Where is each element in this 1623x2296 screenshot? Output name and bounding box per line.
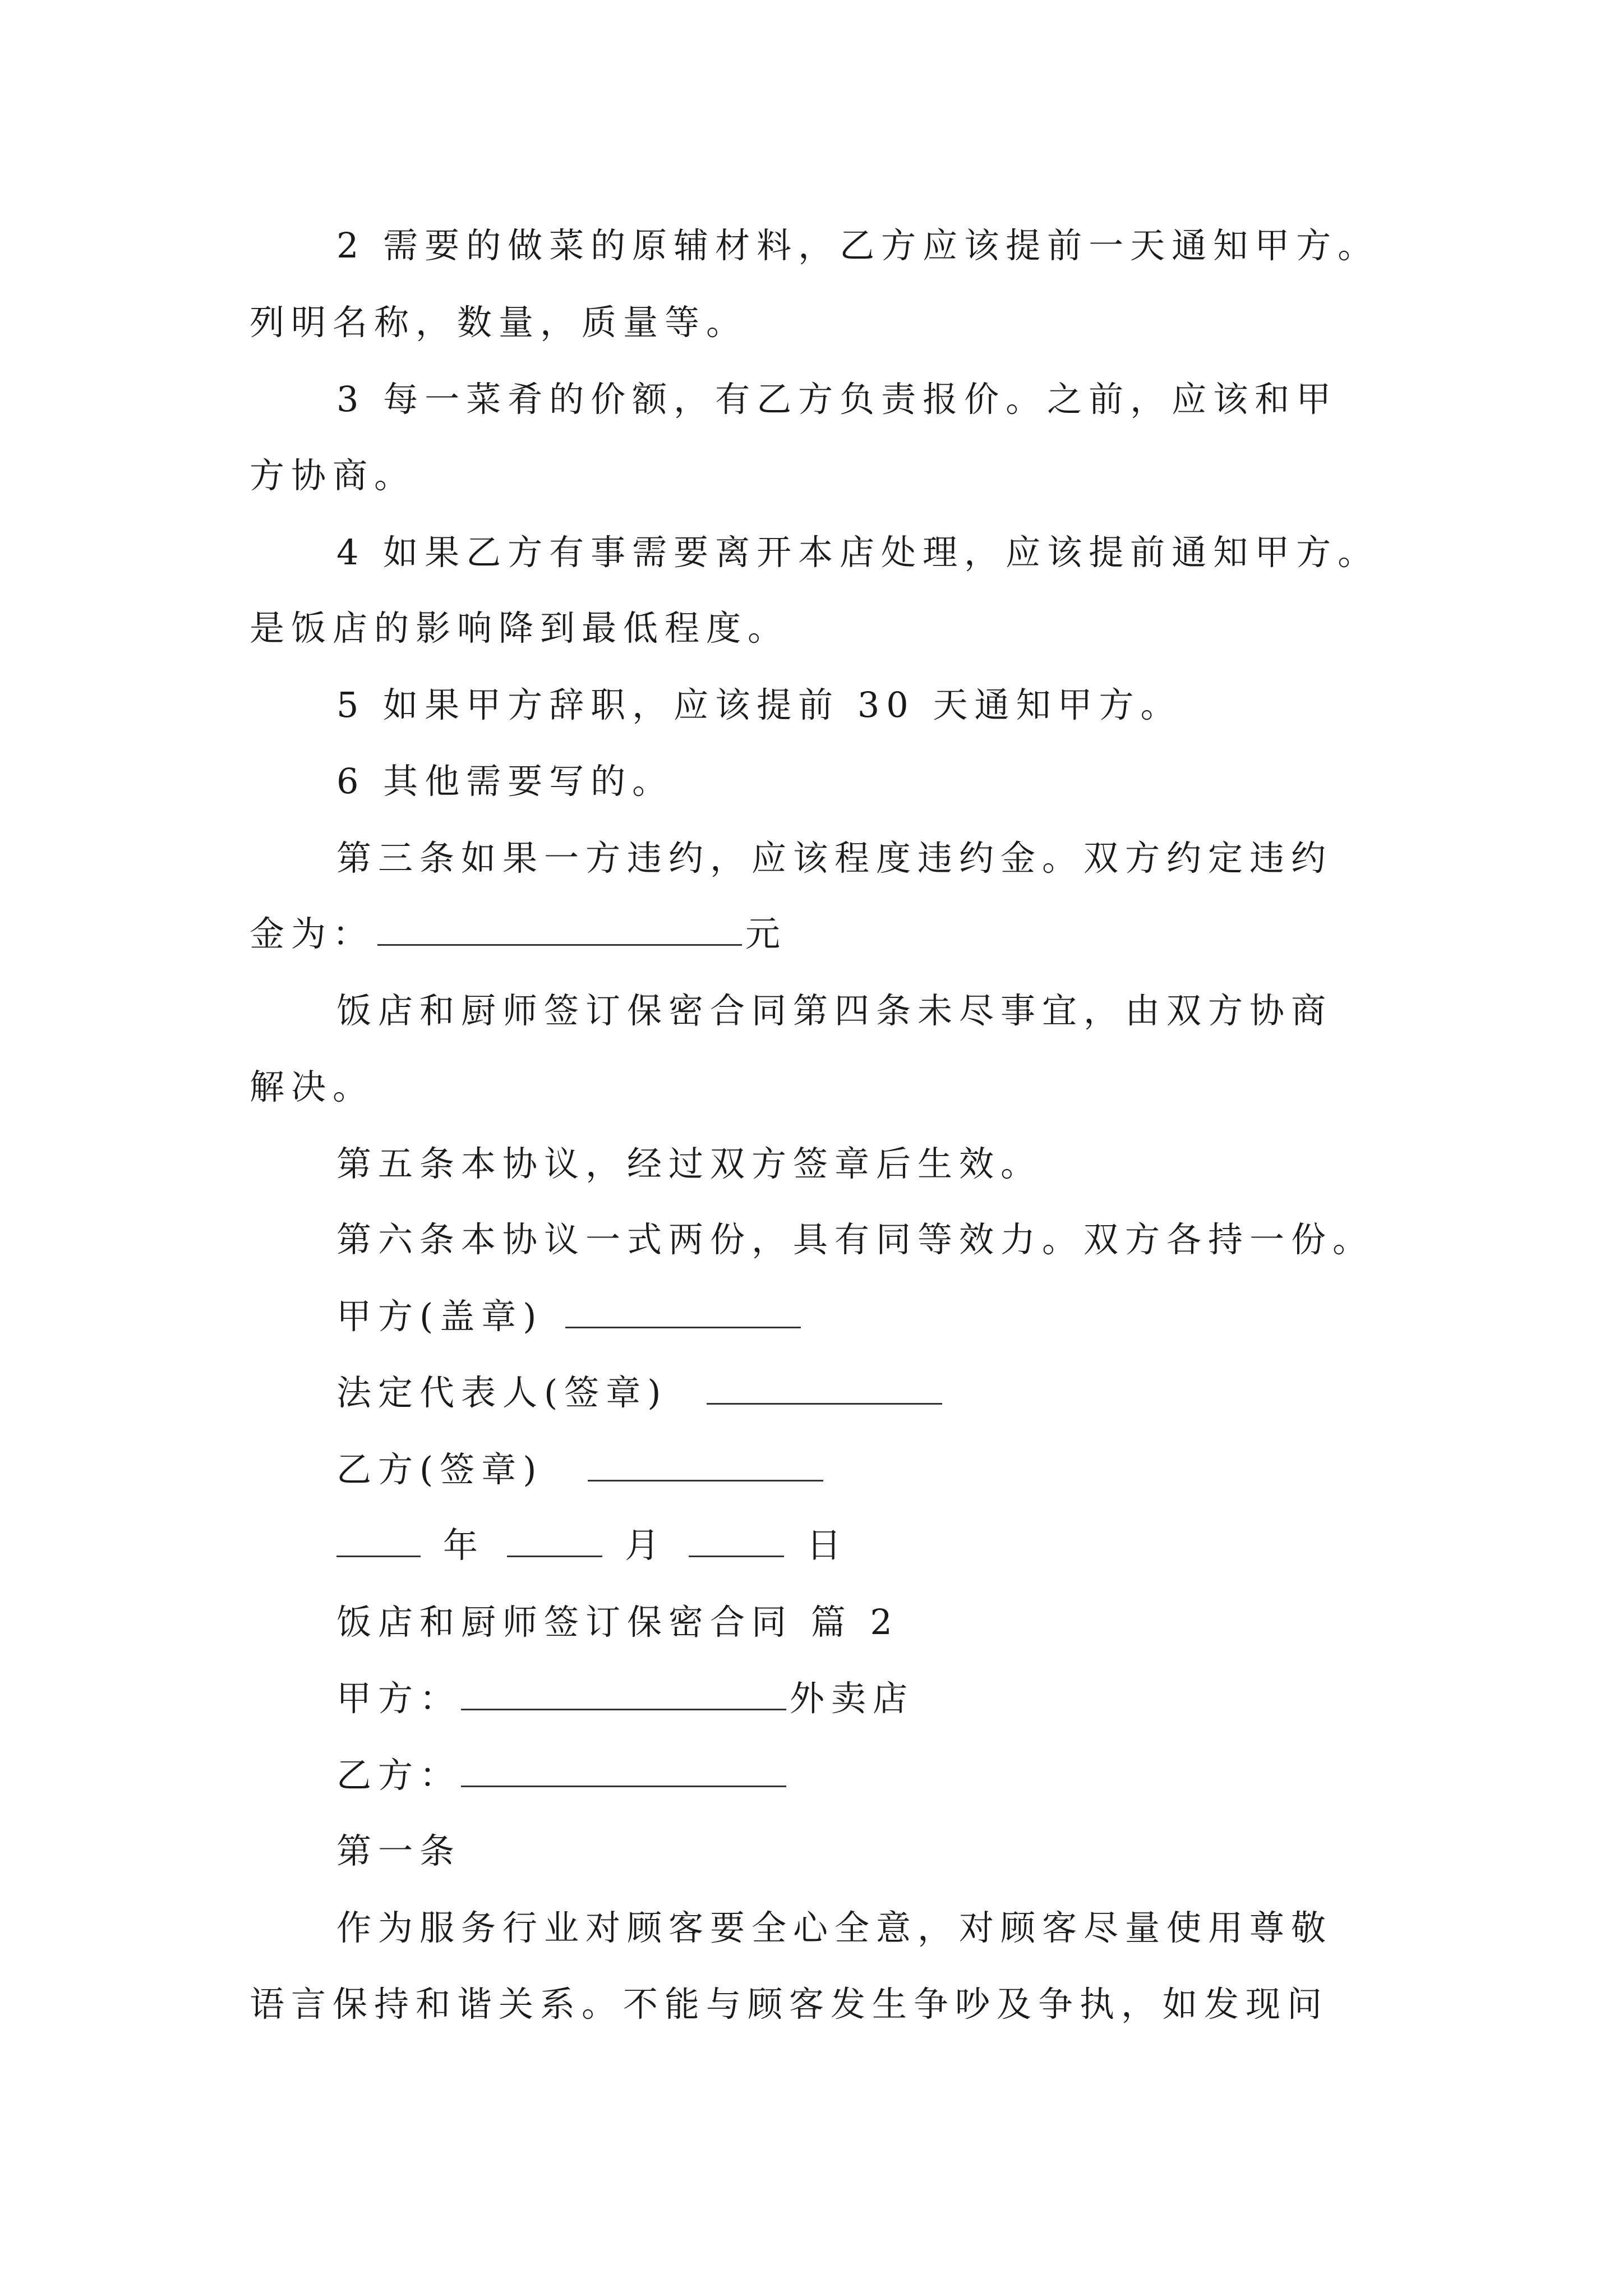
- paragraph-line: 解决。: [250, 1066, 375, 1107]
- month-label: 月: [625, 1525, 667, 1566]
- paragraph-line: 方协商。: [250, 455, 416, 496]
- paragraph-line: 第五条本协议，经过双方签章后生效。: [336, 1143, 1043, 1184]
- legal-rep-blank: [707, 1370, 942, 1405]
- paragraph-line: 第三条如果一方违约，应该程度违约金。双方约定违约: [336, 838, 1333, 878]
- party-a-seal-blank: [565, 1294, 801, 1328]
- paragraph-line: 列明名称，数量，质量等。: [250, 302, 748, 343]
- legal-rep-line: [336, 1370, 946, 1415]
- party-a-seal-label: 甲方(盖章): [336, 1296, 543, 1337]
- party-a-line: [336, 1676, 914, 1721]
- paragraph-line: 作为服务行业对顾客要全心全意，对顾客尽量使用尊敬: [336, 1907, 1333, 1948]
- party-b-sign-line: [336, 1447, 827, 1492]
- party-a-seal-line: [336, 1294, 804, 1339]
- month-blank: [507, 1523, 602, 1557]
- day-label: 日: [806, 1525, 849, 1566]
- party-b-sign-label: 乙方(签章): [336, 1449, 543, 1490]
- paragraph-line: 4 如果乙方有事需要离开本店处理，应该提前通知甲方。: [336, 532, 1380, 573]
- party-a-label: 甲方：: [336, 1678, 462, 1719]
- party-b-blank: [461, 1753, 786, 1787]
- currency-unit: 元: [745, 913, 787, 954]
- party-b-sign-blank: [588, 1447, 823, 1481]
- article-heading: 第一条: [336, 1830, 462, 1871]
- penalty-amount-line: [250, 912, 787, 956]
- paragraph-line: 饭店和厨师签订保密合同第四条未尽事宜，由双方协商: [336, 990, 1333, 1031]
- year-blank: [336, 1523, 421, 1557]
- paragraph-line: 语言保持和谐关系。不能与顾客发生争吵及争执，如发现问: [250, 1984, 1329, 2024]
- penalty-amount-blank: [377, 912, 742, 946]
- paragraph-line: 是饭店的影响降到最低程度。: [250, 608, 790, 648]
- party-b-label: 乙方：: [336, 1755, 462, 1796]
- paragraph-line: 6 其他需要写的。: [336, 761, 674, 802]
- paragraph-line: 2 需要的做菜的原辅材料，乙方应该提前一天通知甲方。: [336, 225, 1380, 266]
- paragraph-line: 3 每一菜肴的价额，有乙方负责报价。之前，应该和甲: [336, 379, 1338, 420]
- party-b-line: [336, 1753, 790, 1798]
- legal-rep-label: 法定代表人(签章): [336, 1372, 668, 1413]
- section-title: 饭店和厨师签订保密合同 篇 2: [336, 1602, 899, 1642]
- paragraph-line: 第六条本协议一式两份，具有同等效力。双方各持一份。: [336, 1219, 1375, 1260]
- party-a-blank: [461, 1676, 786, 1710]
- date-line: [336, 1523, 848, 1568]
- day-blank: [689, 1523, 784, 1557]
- year-label: 年: [443, 1525, 485, 1566]
- party-a-suffix: 外卖店: [790, 1678, 915, 1719]
- penalty-label: 金为：: [250, 913, 375, 954]
- paragraph-line: 5 如果甲方辞职，应该提前 30 天通知甲方。: [336, 684, 1182, 725]
